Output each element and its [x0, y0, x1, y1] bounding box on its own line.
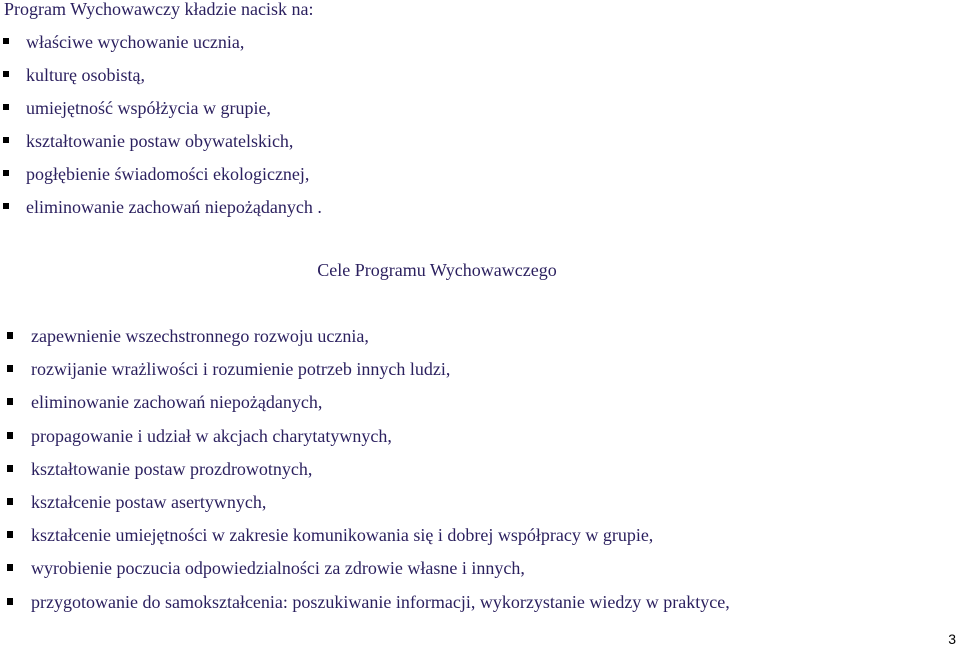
goals-list	[31, 327, 730, 626]
list-item-text: zapewnienie wszechstronnego rozwoju ucznia,	[31, 326, 369, 346]
list-item-text: przygotowanie do samokształcenia: poszukiwanie informacji, wykorzystanie wiedzy w praktyce,	[31, 591, 730, 612]
list-item	[31, 427, 730, 460]
square-bullet-icon	[3, 137, 9, 143]
square-bullet-icon	[7, 332, 13, 339]
list-item	[31, 593, 730, 626]
list-item-text: właściwe wychowanie ucznia,	[26, 32, 245, 52]
list-item-text: kulturę osobistą,	[26, 65, 145, 85]
square-bullet-icon	[3, 170, 9, 176]
square-bullet-icon	[7, 498, 13, 505]
list-item-text: eliminowanie zachowań niepożądanych,	[31, 392, 323, 413]
square-bullet-icon	[7, 432, 13, 439]
list-item	[26, 66, 322, 99]
square-bullet-icon	[3, 71, 9, 77]
list-item	[31, 327, 730, 360]
list-item-text: pogłębienie świadomości ekologicznej,	[26, 164, 310, 184]
square-bullet-icon	[3, 203, 9, 209]
square-bullet-icon	[7, 465, 13, 472]
list-item	[26, 99, 322, 132]
list-item-text: kształcenie umiejętności w zakresie komunikowania się i dobrej współpracy w grupie,	[31, 525, 654, 546]
square-bullet-icon	[7, 598, 13, 605]
list-item	[31, 360, 730, 393]
list-item-text: wyrobienie poczucia odpowiedzialności za zdrowie własne i innych,	[31, 558, 525, 579]
square-bullet-icon	[7, 398, 13, 405]
square-bullet-icon	[7, 564, 13, 571]
list-item	[26, 132, 322, 165]
list-item-text: propagowanie i udział w akcjach charytatywnych,	[31, 425, 392, 446]
focus-list	[26, 33, 322, 231]
list-item	[31, 393, 730, 426]
list-item-text: umiejętność współżycia w grupie,	[26, 98, 271, 118]
list-item	[31, 460, 730, 493]
list-item	[31, 526, 730, 559]
list-item-text: eliminowanie zachowań niepożądanych .	[26, 197, 322, 217]
list-item	[31, 493, 730, 526]
section-heading: Cele Programu Wychowawczego	[317, 260, 557, 280]
list-item	[26, 165, 322, 198]
list-item	[26, 33, 322, 66]
list-item	[26, 198, 322, 231]
square-bullet-icon	[3, 104, 9, 110]
square-bullet-icon	[7, 531, 13, 538]
intro-text: Program Wychowawczy kładzie nacisk na:	[4, 0, 314, 19]
list-item-text: kształcenie postaw asertywnych,	[31, 491, 267, 512]
list-item	[31, 559, 730, 592]
list-item-text: kształtowanie postaw obywatelskich,	[26, 131, 294, 151]
square-bullet-icon	[7, 365, 13, 372]
list-item-text: rozwijanie wrażliwości i rozumienie potrzeb innych ludzi,	[31, 359, 451, 380]
square-bullet-icon	[3, 38, 9, 44]
list-item-text: kształtowanie postaw prozdrowotnych,	[31, 458, 313, 479]
page-number: 3	[948, 631, 956, 647]
